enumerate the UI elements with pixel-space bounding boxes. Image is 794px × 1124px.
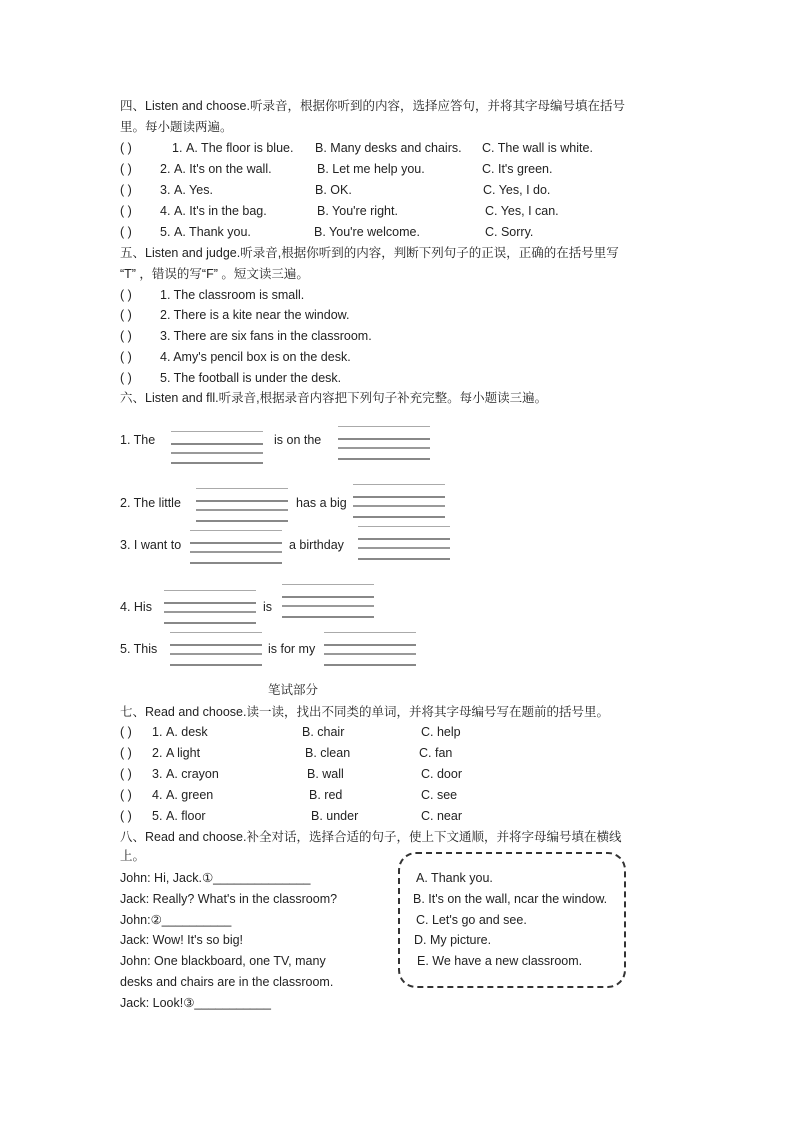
section8-heading-line2: 上。 — [120, 849, 146, 863]
option-c: C. see — [421, 788, 458, 802]
option-item: C. Let's go and see. — [416, 913, 527, 927]
option-a: A. desk — [166, 725, 208, 739]
written-section-title: 笔试部分 — [268, 683, 319, 697]
answer-paren[interactable]: ( ) — [120, 329, 132, 343]
section7-heading: 七、Read and choose.读一读，找出不同类的单词，并将其字母编号写在题前的括号里。 — [120, 705, 609, 719]
answer-paren[interactable]: ( ) — [120, 809, 132, 823]
question-number: 3. — [160, 183, 171, 197]
option-b: B. You're right. — [317, 204, 398, 218]
option-item: E. We have a new classroom. — [417, 954, 583, 968]
option-item: A. Thank you. — [416, 871, 493, 885]
option-a: A. The floor is blue. — [186, 141, 294, 155]
answer-paren[interactable]: ( ) — [120, 371, 132, 385]
question-number: 5. — [160, 225, 171, 239]
answer-paren[interactable]: ( ) — [120, 204, 132, 218]
option-b: B. You're welcome. — [314, 225, 420, 239]
option-b: B. OK. — [315, 183, 352, 197]
answer-paren[interactable]: ( ) — [120, 308, 132, 322]
option-a: A light — [166, 746, 201, 760]
question-number: 3. — [152, 767, 163, 781]
option-b: B. Many desks and chairs. — [315, 141, 462, 155]
dialogue-line[interactable]: John: Hi, Jack.①______________ — [120, 871, 311, 885]
section4-heading-line1: 四、Listen and choose.听录音，根据你听到的内容，选择应答句，并将其字母编号填在括号 — [120, 99, 625, 113]
option-b: B. clean — [305, 746, 351, 760]
question-number: 2. — [152, 746, 163, 760]
option-a: A. crayon — [166, 767, 219, 781]
option-c: C. It's green. — [482, 162, 553, 176]
fill-sentence-5-part1: 5. This — [120, 642, 158, 656]
option-c: C. The wall is white. — [482, 141, 593, 155]
option-c: C. near — [421, 809, 462, 823]
question-number: 4. — [160, 204, 171, 218]
option-c: C. door — [421, 767, 462, 781]
question-number: 2. — [160, 162, 171, 176]
answer-paren[interactable]: ( ) — [120, 725, 132, 739]
option-b: B. chair — [302, 725, 345, 739]
option-b: B. Let me help you. — [317, 162, 425, 176]
answer-paren[interactable]: ( ) — [120, 746, 132, 760]
fill-sentence-3-part2: a birthday — [289, 538, 344, 552]
option-item: B. It's on the wall, ncar the window. — [413, 892, 608, 906]
question-number: 4. — [152, 788, 163, 802]
option-c: C. help — [421, 725, 461, 739]
answer-paren[interactable]: ( ) — [120, 225, 132, 239]
dialogue-line: desks and chairs are in the classroom. — [120, 975, 334, 989]
option-b: B. wall — [307, 767, 344, 781]
fill-sentence-3-part1: 3. I want to — [120, 538, 182, 552]
fill-sentence-5-part2: is for my — [268, 642, 316, 656]
section4-heading-line2: 里。每小题读两遍。 — [120, 120, 233, 134]
option-a: A. It's in the bag. — [174, 204, 267, 218]
fill-sentence-4-part1: 4. His — [120, 600, 152, 614]
option-c: C. Sorry. — [485, 225, 534, 239]
fill-sentence-2-part2: has a big — [296, 496, 347, 510]
statement-text: 5. The football is under the desk. — [160, 371, 342, 385]
option-a: A. Yes. — [174, 183, 213, 197]
answer-paren[interactable]: ( ) — [120, 788, 132, 802]
answer-paren[interactable]: ( ) — [120, 141, 132, 155]
section6-heading: 六、Listen and fll.听录音,根据录音内容把下列句子补充完整。每小题读三遍。 — [120, 391, 548, 405]
statement-text: 3. There are six fans in the classroom. — [160, 329, 372, 343]
statement-text: 1. The classroom is small. — [160, 288, 305, 302]
option-a: A. green — [166, 788, 214, 802]
section8-heading-line1: 八、Read and choose.补全对话，选择合适的句子，使上下文通顺，并将字母编号填在横线 — [120, 830, 622, 844]
option-b: B. red — [309, 788, 343, 802]
question-number: 1. — [172, 141, 183, 155]
answer-paren[interactable]: ( ) — [120, 767, 132, 781]
option-item: D. My picture. — [414, 933, 492, 947]
dialogue-line[interactable]: Jack: Look!③___________ — [120, 996, 271, 1010]
answer-paren[interactable]: ( ) — [120, 288, 132, 302]
fill-sentence-1-part2: is on the — [274, 433, 322, 447]
option-a: A. It's on the wall. — [174, 162, 272, 176]
section5-heading-line1: 五、Listen and judge.听录音,根据你听到的内容，判断下列句子的正误，正确的在括号里写 — [120, 246, 619, 260]
statement-text: 2. There is a kite near the window. — [160, 308, 350, 322]
answer-paren[interactable]: ( ) — [120, 183, 132, 197]
fill-sentence-4-part2: is — [263, 600, 273, 614]
option-b: B. under — [311, 809, 359, 823]
statement-text: 4. Amy's pencil box is on the desk. — [160, 350, 351, 364]
fill-sentence-2-part1: 2. The little — [120, 496, 181, 510]
fill-sentence-1-part1: 1. The — [120, 433, 156, 447]
question-number: 5. — [152, 809, 163, 823]
dialogue-line: Jack: Really? What's in the classroom? — [120, 892, 338, 906]
option-c: C. Yes, I can. — [485, 204, 559, 218]
answer-paren[interactable]: ( ) — [120, 350, 132, 364]
dialogue-line: John: One blackboard, one TV, many — [120, 954, 326, 968]
dialogue-line: Jack: Wow! It's so big! — [120, 933, 244, 947]
option-a: A. Thank you. — [174, 225, 251, 239]
dialogue-line[interactable]: John:②__________ — [120, 913, 232, 927]
option-a: A. floor — [166, 809, 206, 823]
answer-paren[interactable]: ( ) — [120, 162, 132, 176]
option-c: C. fan — [419, 746, 453, 760]
option-c: C. Yes, I do. — [483, 183, 551, 197]
section5-heading-line2: “T” ，错误的写“F” 。短文读三遍。 — [120, 267, 309, 281]
question-number: 1. — [152, 725, 163, 739]
